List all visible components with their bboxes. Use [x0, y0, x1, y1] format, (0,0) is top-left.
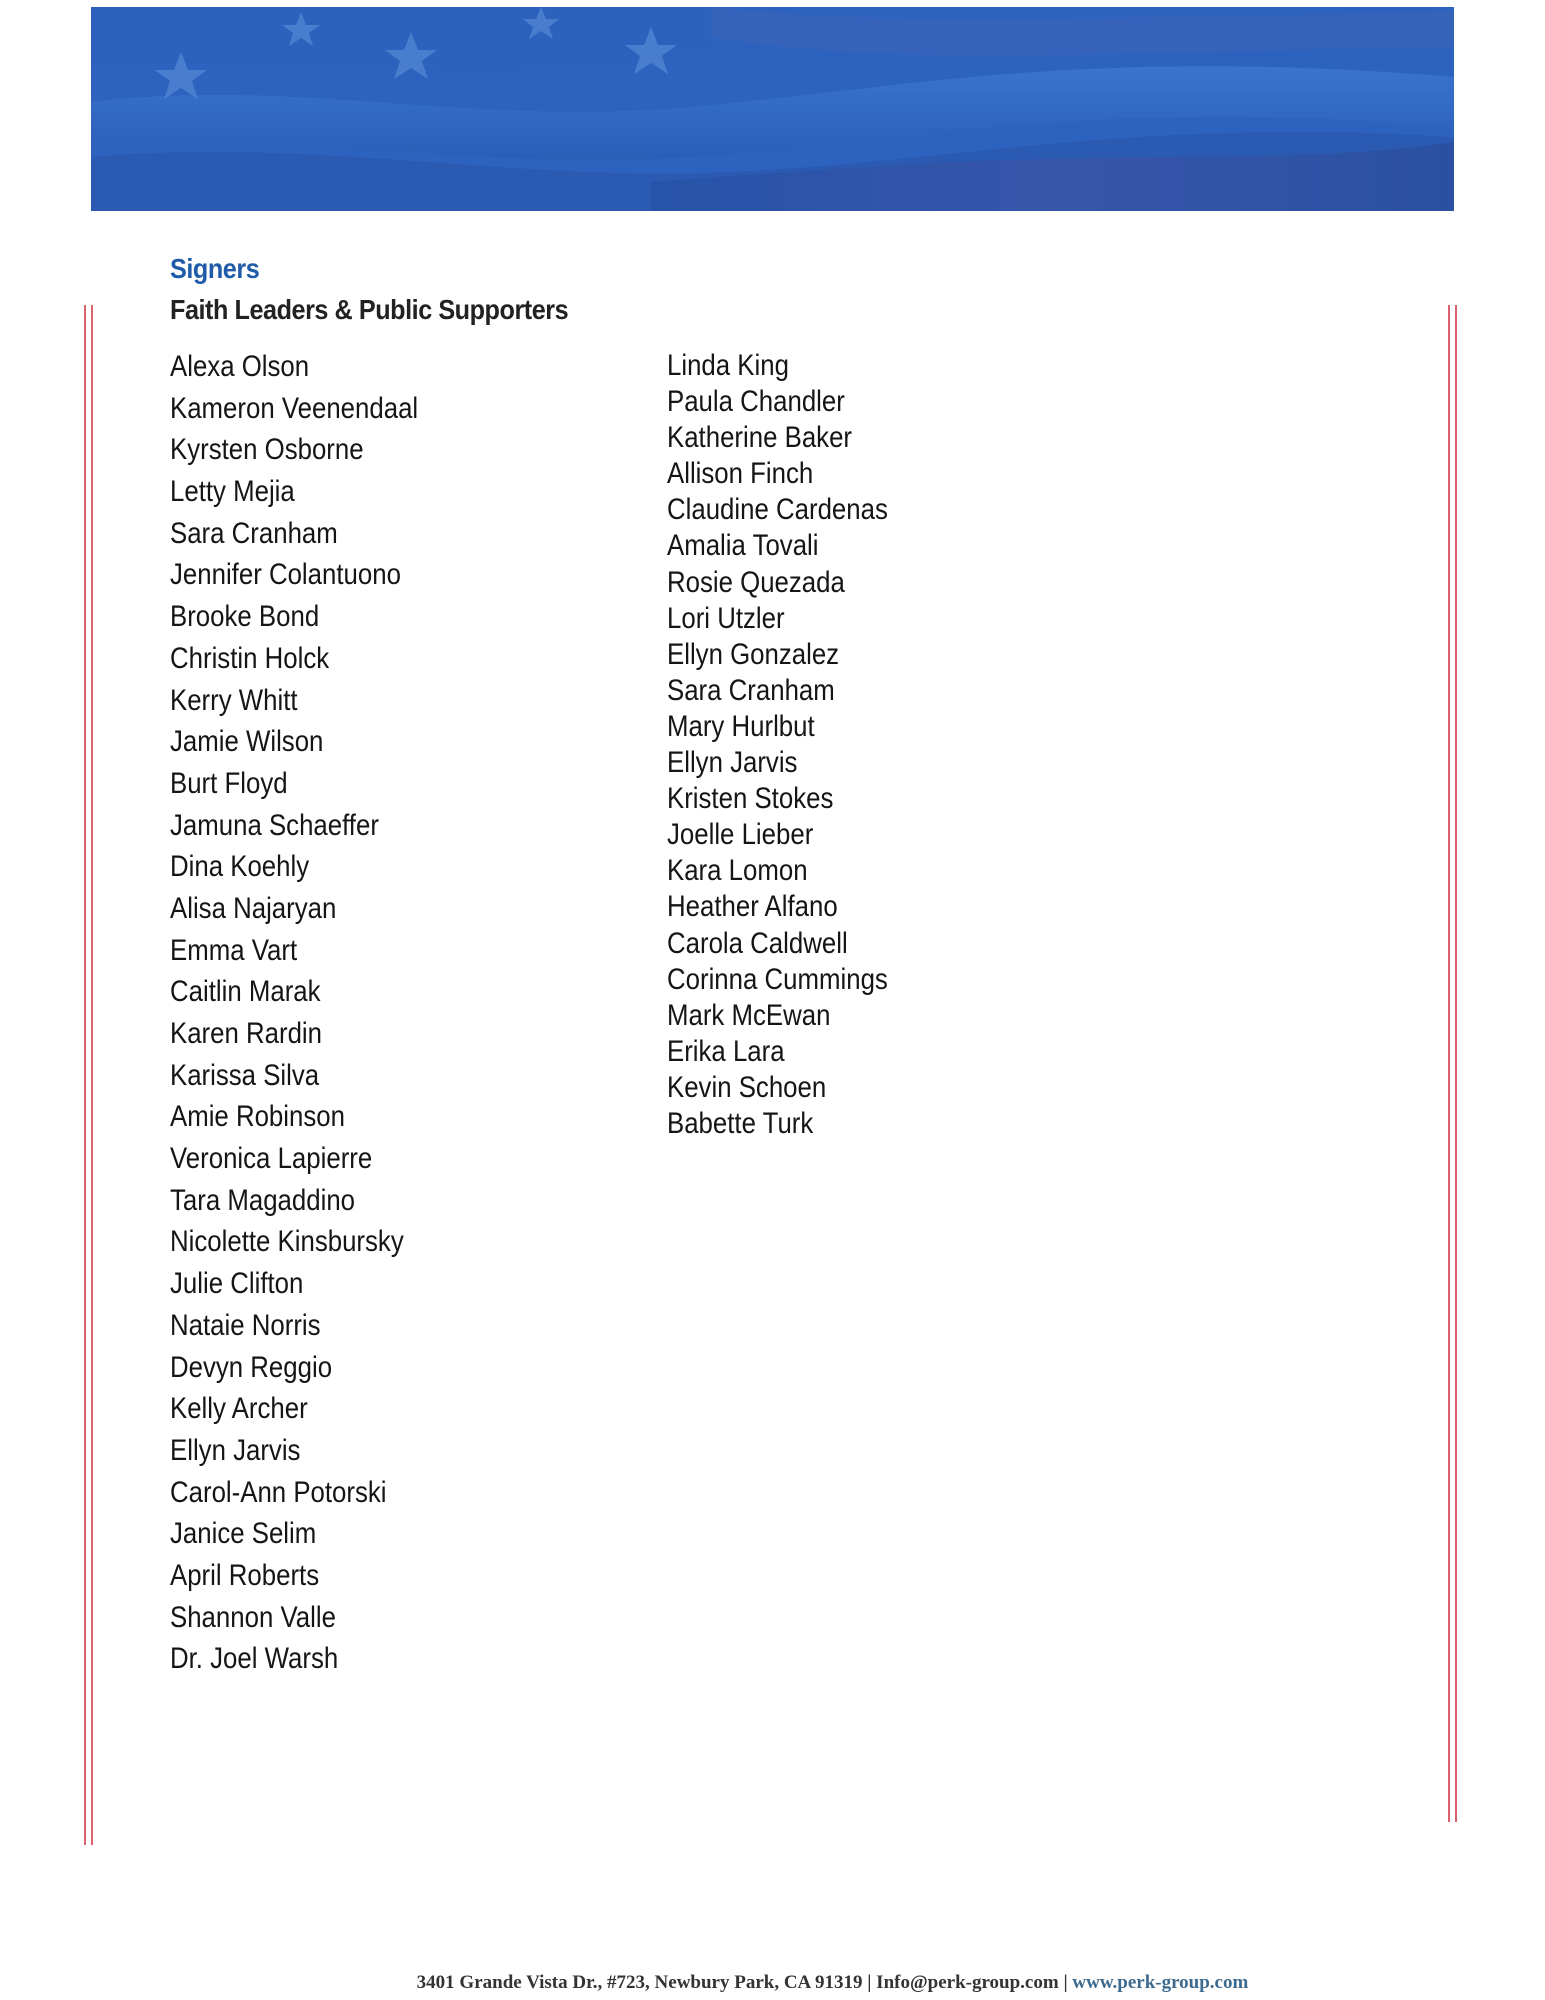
signer-name: Karissa Silva [170, 1058, 320, 1092]
signer-name: Shannon Valle [170, 1600, 336, 1634]
group-subheading: Faith Leaders & Public Supporters [170, 294, 569, 325]
signer-name: Erika Lara [667, 1034, 785, 1068]
signer-name: Katherine Baker [667, 421, 853, 455]
footer-email: Info@perk-group.com [876, 1972, 1059, 1993]
signer-name: Lori Utzler [667, 601, 785, 635]
flag-banner [91, 7, 1454, 211]
left-border-line-inner [91, 305, 93, 1845]
signer-name: Alexa Olson [170, 350, 310, 383]
signer-name: Brooke Bond [170, 600, 320, 634]
signer-name: Kelly Archer [170, 1392, 308, 1426]
footer-separator: | [867, 1972, 872, 1993]
signer-name: Linda King [667, 349, 789, 382]
american-flag-graphic [91, 7, 1454, 211]
signer-name: Julie Clifton [170, 1267, 304, 1301]
signer-list-left [170, 346, 459, 1680]
signer-name: Nataie Norris [170, 1308, 321, 1342]
signers-heading: Signers [170, 253, 260, 284]
signer-name: Sara Cranham [667, 673, 835, 707]
signer-name: Claudine Cardenas [667, 493, 888, 527]
signer-name: Caitlin Marak [170, 975, 321, 1009]
signer-name: Jamuna Schaeffer [170, 808, 379, 842]
signer-name: Kara Lomon [667, 854, 808, 888]
signer-name: Mary Hurlbut [667, 709, 815, 743]
signer-name: Carol-Ann Potorski [170, 1475, 387, 1509]
signer-name: Burt Floyd [170, 766, 288, 800]
signer-name: Emma Vart [170, 933, 298, 967]
signer-name: Ellyn Gonzalez [667, 637, 840, 671]
signer-name: Carola Caldwell [667, 926, 848, 960]
signer-name: Veronica Lapierre [170, 1142, 373, 1176]
signer-name: Devyn Reggio [170, 1350, 333, 1384]
signer-name: Dina Koehly [170, 850, 310, 884]
signer-name: Mark McEwan [667, 998, 831, 1032]
signer-name: Ellyn Jarvis [667, 746, 798, 780]
signer-name: Kristen Stokes [667, 782, 834, 816]
signer-list-right [667, 348, 924, 1142]
footer-separator: | [1063, 1972, 1068, 1993]
signer-name: Ellyn Jarvis [170, 1433, 301, 1467]
signer-name: Rosie Quezada [667, 565, 845, 599]
footer-address: 3401 Grande Vista Dr., #723, Newbury Park, CA 91319 [416, 1972, 863, 1993]
signer-name: Sara Cranham [170, 516, 338, 550]
signer-name: April Roberts [170, 1558, 320, 1592]
signer-name: Heather Alfano [667, 890, 838, 924]
signer-name: Corinna Cummings [667, 962, 888, 996]
signer-name: Kyrsten Osborne [170, 433, 364, 467]
signer-name: Christin Holck [170, 641, 330, 675]
signer-name: Babette Turk [667, 1106, 814, 1140]
signer-name: Kevin Schoen [667, 1070, 827, 1104]
signer-name: Tara Magaddino [170, 1183, 356, 1217]
signer-name: Karen Rardin [170, 1017, 323, 1050]
signer-name: Amie Robinson [170, 1100, 345, 1134]
signer-name: Alisa Najaryan [170, 891, 337, 925]
signer-name: Dr. Joel Warsh [170, 1642, 339, 1676]
signer-name: Letty Mejia [170, 475, 295, 509]
signer-name: Amalia Tovali [667, 529, 819, 563]
right-border-line-inner [1448, 305, 1450, 1822]
signer-name: Janice Selim [170, 1517, 317, 1551]
page-footer [0, 1972, 1545, 1994]
signer-name: Kameron Veenendaal [170, 391, 419, 425]
signer-name: Allison Finch [667, 457, 814, 491]
signer-name: Jamie Wilson [170, 725, 324, 759]
footer-website-link[interactable]: www.perk-group.com [1072, 1972, 1249, 1993]
left-border-line-outer [84, 305, 86, 1845]
signer-name: Jennifer Colantuono [170, 558, 401, 592]
signer-name: Nicolette Kinsbursky [170, 1225, 404, 1259]
right-border-line-outer [1455, 305, 1457, 1822]
signer-name: Paula Chandler [667, 385, 845, 419]
signer-name: Joelle Lieber [667, 818, 814, 852]
signer-name: Kerry Whitt [170, 683, 298, 717]
